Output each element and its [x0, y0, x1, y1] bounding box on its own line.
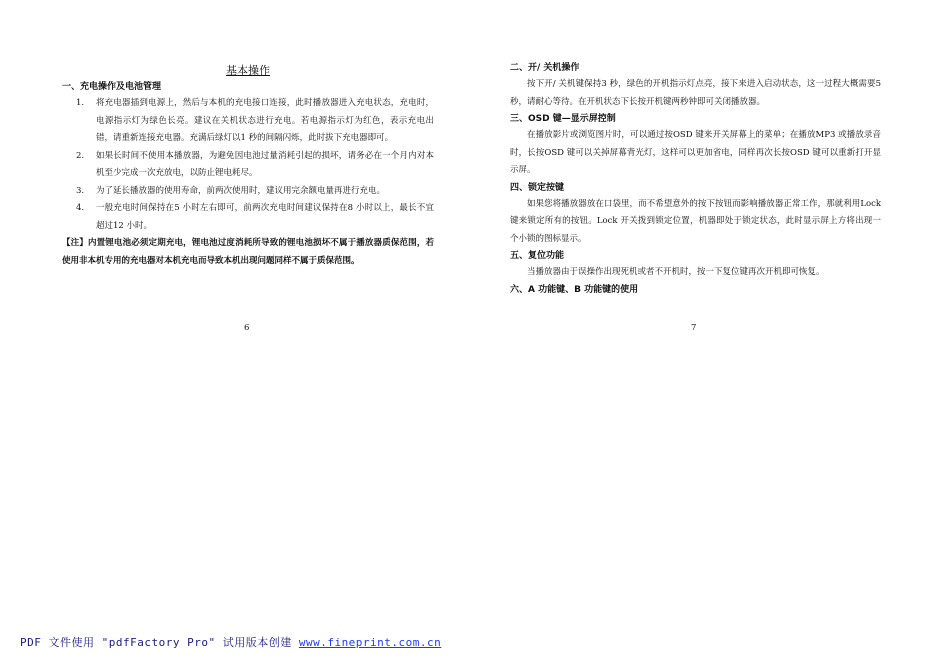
left-page — [62, 60, 434, 270]
section-text-power: 按下开/ 关机键保持3 秒，绿色的开机指示灯点亮，接下来进入启动状态，这一过程大概需要5 秒，请耐心等待。在开机状态下长按开机键两秒钟即可关闭播放器。 — [510, 79, 881, 107]
section-heading-lock: 四、锁定按键 — [510, 182, 565, 193]
section-text-osd: 在播放影片或浏览图片时，可以通过按OSD 键来开关屏幕上的菜单；在播放MP3 或播放录音时，长按OSD 键可以关掉屏幕背光灯，这样可以更加省电，同样再次长按OSD 键可以重新打开显示屏。 — [510, 130, 881, 175]
right-page — [510, 60, 881, 298]
section-heading-power: 二、开/ 关机操作 — [510, 63, 580, 73]
section-heading-charging: 一、充电操作及电池管理 — [62, 82, 162, 92]
section-heading-ab-keys: 六、A 功能键、B 功能键的使用 — [510, 284, 639, 295]
battery-note: 【注】内置锂电池必须定期充电，锂电池过度消耗所导致的锂电池损坏不属于播放器质保范围，若使用非本机专用的充电器对本机充电而导致本机出现问题同样不属于质保范围。 — [62, 238, 434, 266]
footer-link[interactable]: www.fineprint.com.cn — [298, 636, 442, 649]
section-text-reset: 当播放器由于误操作出现死机或者不开机时，按一下复位键再次开机即可恢复。 — [527, 267, 825, 277]
list-item-text: 将充电器插到电源上，然后与本机的充电接口连接，此时播放器进入充电状态，充电时，电源指示灯为绿色长亮。建议在关机状态进行充电。若电源指示灯为红色，表示充电出错，请重新连接充电器。充满后绿灯以1 秒的间隔闪烁，此时拔下充电器即可。 — [96, 98, 434, 143]
footer-text: PDF 文件使用 "pdfFactory Pro" 试用版本创建 — [20, 636, 299, 649]
list-item — [62, 148, 434, 183]
list-item-text: 为了延长播放器的使用寿命，前两次使用时，建议用完余额电量再进行充电。 — [96, 185, 386, 196]
list-item-number: 1. — [76, 98, 85, 108]
list-item — [62, 183, 434, 201]
page-number-right: 7 — [691, 323, 697, 333]
section-heading-reset: 五、复位功能 — [510, 251, 565, 261]
list-item-number: 3. — [76, 185, 85, 196]
page-number-left: 6 — [244, 323, 250, 333]
list-item-text: 如果长时间不使用本播放器，为避免因电池过量消耗引起的损坏，请务必在一个月内对本机至少完成一次充放电，以防止锂电耗尽。 — [96, 150, 434, 178]
list-item — [62, 95, 434, 148]
page-title: 基本操作 — [226, 64, 270, 77]
list-item-number: 2. — [76, 150, 85, 161]
list-item — [62, 200, 434, 235]
section-heading-osd: 三、OSD 键—显示屏控制 — [510, 114, 616, 124]
section-text-lock: 如果您将播放器放在口袋里，而不希望意外的按下按钮而影响播放器正常工作，那就利用Lock 键来锁定所有的按钮。Lock 开关拨到锁定位置，机器即处于锁定状态，此时显示屏上方将出现一个小锁的图标显示。 — [510, 198, 881, 244]
pdf-footer — [20, 634, 441, 650]
list-item-text: 一般充电时间保持在5 小时左右即可，前两次充电时间建议保持在8 小时以上，最长不宜超过12 小时。 — [96, 203, 434, 231]
list-item-number: 4. — [76, 203, 85, 213]
